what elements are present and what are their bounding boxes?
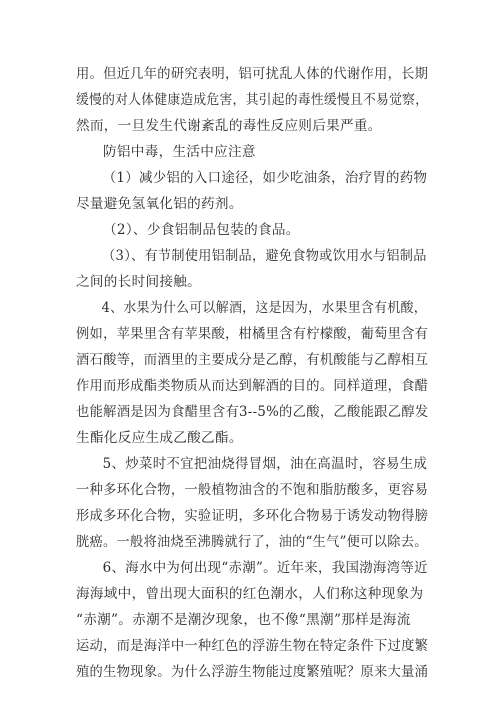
text-line: 缓慢的对人体健康造成危害，其引起的毒性缓慢且不易觉察， xyxy=(76,92,429,108)
text-line: “赤潮”。赤潮不是潮汐现象，也不像“黑潮”那样是海流 xyxy=(76,612,411,628)
text-line: 用。但近几年的研究表明，铝可扰乱人体的代谢作用，长期 xyxy=(76,66,429,82)
text-line: 生酯化反应生成乙酸乙酯。 xyxy=(76,430,243,446)
text-line: 作用而形成酯类物质从而达到解酒的目的。同样道理，食醋 xyxy=(76,378,429,394)
text-line: 胱癌。一般将油烧至沸腾就行了，油的“生气”便可以除去。 xyxy=(76,534,428,550)
text-line-section-start: 5、炒菜时不宜把油烧得冒烟，油在高温时，容易生成 xyxy=(102,456,428,472)
text-line-list-item: （2）、少食铝制品包装的食品。 xyxy=(103,222,300,238)
text-line-section-start: 6、海水中为何出现“赤潮”。近年来，我国渤海湾等近 xyxy=(102,560,428,576)
text-line: 酒石酸等，而酒里的主要成分是乙醇，有机酸能与乙醇相互 xyxy=(76,352,429,368)
text-line: 然而，一旦发生代谢紊乱的毒性反应则后果严重。 xyxy=(76,118,382,134)
text-line: 殖的生物现象。为什么浮游生物能过度繁殖呢？原来大量涌 xyxy=(76,664,429,680)
text-line: 形成多环化合物，实验证明，多环化合物易于诱发动物得膀 xyxy=(76,508,429,524)
text-line: 海海域中，曾出现大面积的红色潮水，人们称这种现象为 xyxy=(76,586,424,602)
text-line: 一种多环化合物，一般植物油含的不饱和脂肪酸多，更容易 xyxy=(76,482,429,498)
text-line-section-start: 4、水果为什么可以解酒，这是因为，水果里含有机酸， xyxy=(101,300,427,316)
text-line-heading: 防铝中毒，生活中应注意 xyxy=(103,144,256,160)
text-line: 运动，而是海洋中一种红色的浮游生物在特定条件下过度繁 xyxy=(76,638,429,654)
document-body-text xyxy=(76,61,428,685)
text-line-list-item: （3）、有节制使用铝制品，避免食物或饮用水与铝制品 xyxy=(102,248,427,264)
text-line: 之间的长时间接触。 xyxy=(76,274,202,290)
text-line-list-item: （1）减少铝的入口途径，如少吃油条，治疗胃的药物 xyxy=(102,170,428,186)
text-line: 尽量避免氢氧化铝的药剂。 xyxy=(76,196,243,212)
text-line: 例如，苹果里含有苹果酸，柑橘里含有柠檬酸，葡萄里含有 xyxy=(76,326,429,342)
text-line: 也能解酒是因为食醋里含有3--5%的乙酸，乙酸能跟乙醇发 xyxy=(76,404,429,420)
